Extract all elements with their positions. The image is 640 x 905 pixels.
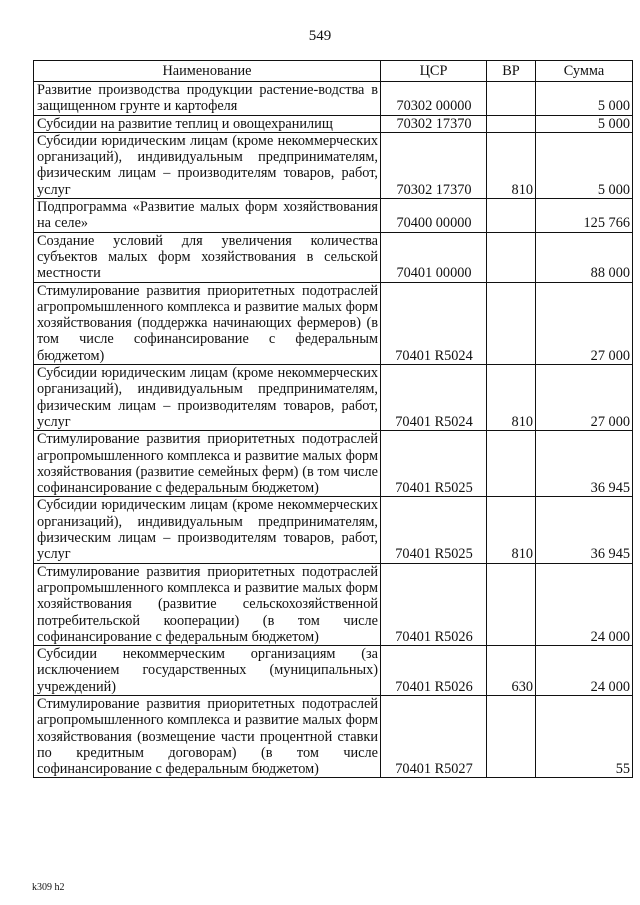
table-row: [34, 199, 633, 233]
table-row: [34, 282, 633, 364]
table-header-row: [34, 61, 633, 82]
row-sum: 125 766: [536, 199, 633, 233]
row-name: Создание условий для увеличения количества субъектов малых форм хозяйствования в сельской местности: [34, 232, 381, 282]
budget-table: [33, 60, 633, 778]
row-csr: 70302 17370: [381, 132, 487, 198]
footer-code: k309 h2: [32, 882, 65, 893]
header-name: Наименование: [34, 61, 381, 82]
row-vr: 810: [487, 497, 536, 563]
row-name: Стимулирование развития приоритетных подотраслей агропромышленного комплекса и развитие малых форм хозяйствования (поддержка начинающих фермеров) (в том числе софинансирование с федеральным бюджетом): [34, 282, 381, 364]
row-csr: 70401 R5027: [381, 695, 487, 777]
row-vr: [487, 563, 536, 645]
table-row: [34, 82, 633, 116]
row-name: Субсидии юридическим лицам (кроме некоммерческих организаций), индивидуальным предпринимателям, физическим лицам – производителям товаров, работ, услуг: [34, 497, 381, 563]
row-sum: 36 945: [536, 431, 633, 497]
row-sum: 36 945: [536, 497, 633, 563]
row-vr: [487, 115, 536, 132]
row-sum: 24 000: [536, 646, 633, 696]
row-vr: [487, 282, 536, 364]
row-vr: [487, 431, 536, 497]
row-csr: 70401 R5025: [381, 497, 487, 563]
table-row: [34, 695, 633, 777]
row-csr: 70400 00000: [381, 199, 487, 233]
row-name: Подпрограмма «Развитие малых форм хозяйствования на селе»: [34, 199, 381, 233]
row-vr: [487, 82, 536, 116]
row-csr: 70401 R5025: [381, 431, 487, 497]
row-sum: 5 000: [536, 82, 633, 116]
row-vr: [487, 199, 536, 233]
row-sum: 27 000: [536, 282, 633, 364]
table-row: [34, 365, 633, 431]
row-csr: 70401 R5024: [381, 365, 487, 431]
row-sum: 5 000: [536, 115, 633, 132]
row-name: Стимулирование развития приоритетных подотраслей агропромышленного комплекса и развитие малых форм хозяйствования (развитие сельскохозяйственной потребительской кооперации) (в том числе софинансирование с федеральным бюджетом): [34, 563, 381, 645]
row-csr: 70401 R5026: [381, 646, 487, 696]
row-sum: 27 000: [536, 365, 633, 431]
row-sum: 55: [536, 695, 633, 777]
page-number: 549: [308, 28, 332, 44]
header-sum: Сумма: [536, 61, 633, 82]
row-name: Субсидии некоммерческим организациям (за исключением государственных (муниципальных) учреждений): [34, 646, 381, 696]
row-name: Субсидии юридическим лицам (кроме некоммерческих организаций), индивидуальным предпринимателям, физическим лицам – производителям товаров, работ, услуг: [34, 365, 381, 431]
row-csr: 70401 00000: [381, 232, 487, 282]
row-name: Субсидии на развитие теплиц и овощехранилищ: [34, 115, 381, 132]
table-row: [34, 232, 633, 282]
row-name: Стимулирование развития приоритетных подотраслей агропромышленного комплекса и развитие малых форм хозяйствования (возмещение части процентной ставки по кредитным договорам) (в том числе софинансирование с федеральным бюджетом): [34, 695, 381, 777]
table-row: [34, 563, 633, 645]
table-row: [34, 132, 633, 198]
row-csr: 70302 17370: [381, 115, 487, 132]
table-row: [34, 431, 633, 497]
row-name: Стимулирование развития приоритетных подотраслей агропромышленного комплекса и развитие малых форм хозяйствования (развитие семейных ферм) (в том числе софинансирование с федеральным бюджетом): [34, 431, 381, 497]
row-sum: 24 000: [536, 563, 633, 645]
header-vr: ВР: [487, 61, 536, 82]
table-row: [34, 497, 633, 563]
row-name: Субсидии юридическим лицам (кроме некоммерческих организаций), индивидуальным предпринимателям, физическим лицам – производителям товаров, работ, услуг: [34, 132, 381, 198]
row-vr: [487, 232, 536, 282]
row-sum: 5 000: [536, 132, 633, 198]
row-csr: 70302 00000: [381, 82, 487, 116]
row-vr: 810: [487, 132, 536, 198]
row-csr: 70401 R5024: [381, 282, 487, 364]
row-vr: [487, 695, 536, 777]
header-csr: ЦСР: [381, 61, 487, 82]
row-vr: 630: [487, 646, 536, 696]
row-vr: 810: [487, 365, 536, 431]
table-row: [34, 115, 633, 132]
row-csr: 70401 R5026: [381, 563, 487, 645]
row-name: Развитие производства продукции растение-водства в защищенном грунте и картофеля: [34, 82, 381, 116]
row-sum: 88 000: [536, 232, 633, 282]
table-row: [34, 646, 633, 696]
